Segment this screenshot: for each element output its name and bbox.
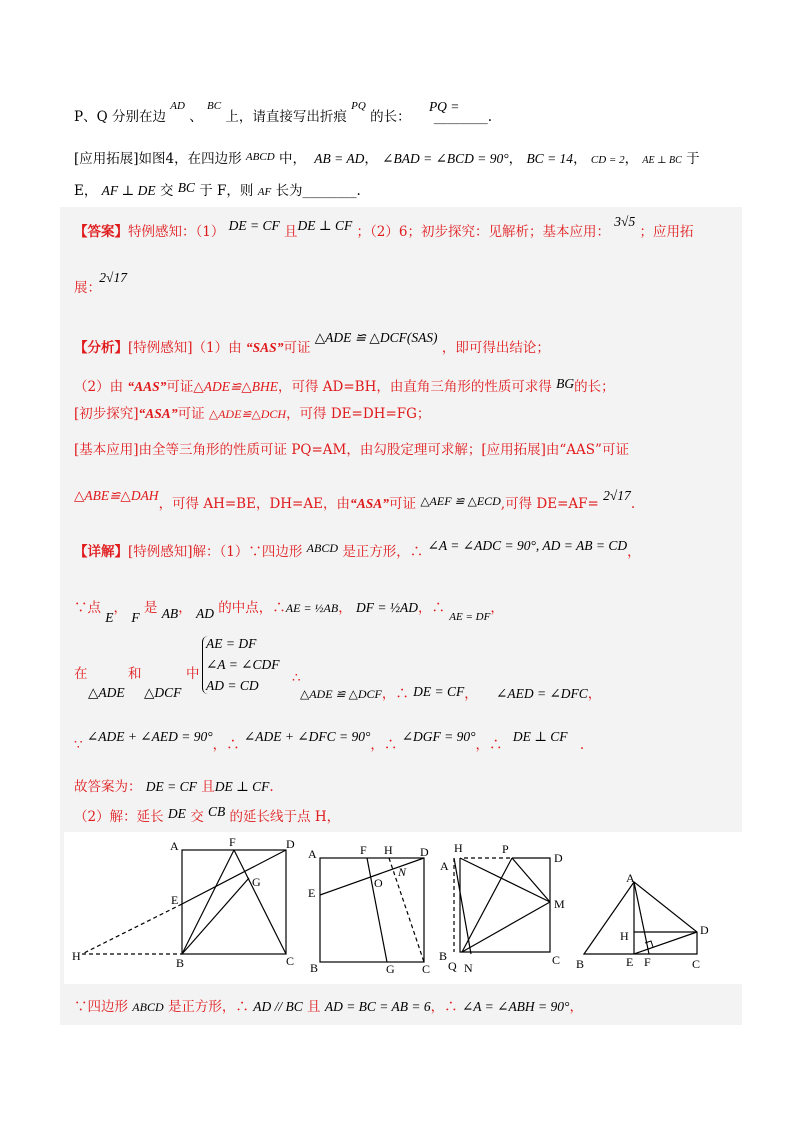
label-m: M xyxy=(554,897,565,911)
text: 且 xyxy=(307,999,321,1015)
text: ；（2）6；初步探究：见解析；基本应用： xyxy=(356,224,610,240)
math: AE = DF xyxy=(206,636,257,651)
text: 中 xyxy=(186,666,200,682)
text: 的长： xyxy=(370,109,411,125)
label-h: H xyxy=(620,929,629,943)
text: 于 F，则 xyxy=(199,183,254,199)
detail-line-5 xyxy=(74,777,274,797)
math-bc: BC xyxy=(207,100,222,112)
text: ，∴ xyxy=(430,999,458,1015)
text: 可证 xyxy=(177,406,205,422)
math: DE = CF xyxy=(228,218,280,233)
detail-line-7 xyxy=(74,997,583,1017)
math: DE = CF xyxy=(413,684,465,699)
label-d: D xyxy=(700,923,709,937)
text: [初步探究] xyxy=(74,406,139,422)
text: P、Q 分别在边 xyxy=(74,109,166,125)
detail-zai xyxy=(74,664,88,684)
detail-tri2 xyxy=(144,683,181,703)
text: ，即可得出结论； xyxy=(441,340,550,356)
text: ，∴ xyxy=(212,737,240,753)
math: DE ⊥ CF xyxy=(297,218,353,233)
text: . xyxy=(269,779,274,795)
analysis-line-1 xyxy=(74,330,550,358)
math: AF xyxy=(257,186,272,198)
text: 上，请直接写出折痕 xyxy=(225,109,347,125)
label-c: C xyxy=(692,957,701,971)
text: 交 xyxy=(190,809,204,825)
math: “AAS” xyxy=(127,379,167,394)
math: F xyxy=(131,610,140,625)
label-d: D xyxy=(554,851,563,865)
text: 交 xyxy=(159,183,174,199)
text: 的延长线于点 H， xyxy=(229,809,341,825)
detail-line-2: ∵点 E， F 是 AB， AD 的中点，∴AE = ½AB， DF = ½AD，∴ $_{AE = DF}$， xyxy=(74,600,504,625)
math: “ASA” xyxy=(349,496,390,511)
system-row-3 xyxy=(206,676,259,696)
math: AE = ½AB xyxy=(285,601,339,615)
text: ，可得 DE=DH=FG； xyxy=(286,406,431,422)
problem-line-3 xyxy=(74,181,361,202)
label-a: A xyxy=(170,839,179,853)
text: 特例感知：（1） xyxy=(128,224,225,240)
label-b: B xyxy=(576,957,585,971)
label-e: E xyxy=(308,886,316,900)
math: E xyxy=(105,610,114,625)
math: AB = AD xyxy=(314,151,365,166)
math-ad: AD xyxy=(170,100,185,112)
math: AD = CD xyxy=(206,678,259,693)
math: DE ⊥ CF xyxy=(214,779,270,794)
text: 和 xyxy=(128,666,142,682)
text: ， xyxy=(627,544,641,560)
label-a: A xyxy=(440,859,449,873)
figures-strip xyxy=(64,832,744,984)
text: [特例感知]（1）由 xyxy=(128,340,242,356)
detail-line-1 xyxy=(74,538,641,562)
figures-bg xyxy=(64,832,744,984)
label-e: E xyxy=(626,955,634,969)
text: [应用拓展]如图4，在四边形 xyxy=(74,151,242,167)
text: 于 xyxy=(686,151,700,167)
math: ∠ADE + ∠DFC = 90° xyxy=(243,729,371,744)
math: ABCD xyxy=(132,1000,164,1014)
math: AE = DF xyxy=(449,611,491,623)
detail-line-4 xyxy=(74,729,585,755)
math: 2√17 xyxy=(99,270,127,285)
analysis-line-4 xyxy=(74,440,629,460)
label-h: H xyxy=(454,841,463,855)
math: ∠AED = ∠DFC xyxy=(496,686,588,701)
label-g: G xyxy=(252,875,261,889)
math: CB xyxy=(207,804,226,819)
math: DE ⊥ CF xyxy=(512,729,568,744)
answer-line-2 xyxy=(74,270,133,298)
text: ∵ xyxy=(74,737,83,753)
text: . xyxy=(579,737,585,753)
analysis-line-2 xyxy=(74,377,615,397)
math: ∠A = ∠ADC = 90°, AD = AB = CD xyxy=(427,538,628,553)
text: 、 xyxy=(189,109,203,125)
analysis-line-3 xyxy=(74,404,430,424)
analysis-tag: 【分析】 xyxy=(74,340,128,356)
math: ∠A = ∠ABH = 90° xyxy=(461,999,570,1014)
text: 的长； xyxy=(574,379,615,395)
math: ∠ADE + ∠AED = 90° xyxy=(86,729,213,744)
text: 中， xyxy=(278,151,306,167)
math: △ABE≌△DAH xyxy=(74,488,159,503)
math: BG xyxy=(556,376,575,391)
label-c: C xyxy=(422,962,431,976)
label-d: D xyxy=(420,845,429,859)
math: △ADE≌△DCH xyxy=(208,407,287,421)
math: ∠BAD = ∠BCD = 90° xyxy=(382,151,509,166)
text: 且 xyxy=(201,779,215,795)
label-b: B xyxy=(176,956,185,970)
label-g: G xyxy=(386,962,395,976)
text: 展： xyxy=(74,280,101,296)
math: ∠DGF = 90° xyxy=(401,729,476,744)
text: （2）解：延长 xyxy=(74,809,164,825)
label-c: C xyxy=(552,953,561,967)
text: ， xyxy=(569,999,583,1015)
label-h: H xyxy=(384,843,393,857)
label-f: F xyxy=(360,843,367,857)
text: ；应用拓 xyxy=(639,224,694,240)
system-row-2 xyxy=(206,655,280,675)
problem-line-1 xyxy=(74,99,493,128)
text: （2）由 xyxy=(74,379,124,395)
math: “SAS” xyxy=(245,340,284,355)
math: CD = 2 xyxy=(590,154,625,166)
math: DE = CF xyxy=(145,779,197,794)
text: 可证 xyxy=(166,379,194,395)
math: △AEF ≌ △ECD xyxy=(420,494,501,508)
text: 可证 xyxy=(283,340,311,356)
math: △ADE ≌ △DCF(SAS) xyxy=(314,330,438,345)
detail-tri1 xyxy=(88,683,125,703)
label-q: Q xyxy=(448,959,457,973)
label-c: C xyxy=(286,954,295,968)
math-pq-eq: PQ = xyxy=(428,99,460,114)
math: 3√5 xyxy=(614,214,636,229)
text: . xyxy=(630,496,636,512)
label-p: P xyxy=(502,842,509,856)
text: ，∴ xyxy=(475,737,503,753)
text: 是 xyxy=(143,600,158,616)
math: DF = ½AD xyxy=(356,600,418,615)
math: BC xyxy=(177,180,195,195)
text: ， xyxy=(490,600,504,616)
math: △ADE ≌ △DCF xyxy=(300,687,382,701)
system-row-1 xyxy=(206,634,256,654)
text: ，可得 AD=BH，由直角三角形的性质可求得 xyxy=(277,379,552,395)
detail-he xyxy=(128,664,142,684)
text: ,可得 DE=AF= xyxy=(500,496,599,512)
label-n: N xyxy=(464,961,473,975)
math: ∠A = ∠CDF xyxy=(206,657,280,672)
label-h: H xyxy=(72,949,81,963)
text: ， xyxy=(587,686,602,702)
text: [基本应用]由全等三角形的性质可证 PQ=AM，由勾股定理可求解；[应用拓展]由“AAS”可证 xyxy=(74,442,629,458)
math-abcd: ABCD xyxy=(245,151,275,163)
analysis-line-5 xyxy=(74,488,636,514)
text: 且 xyxy=(284,224,298,240)
text: 的中点，∴ xyxy=(218,600,286,616)
text: ，∴ xyxy=(370,737,398,753)
detail-tag: 【详解】 xyxy=(74,544,128,560)
text: ，∴ xyxy=(381,686,409,702)
math: BC = 14 xyxy=(526,151,574,166)
text: ∴ xyxy=(292,670,301,686)
text: ， xyxy=(178,600,192,616)
text: 可证 xyxy=(389,496,417,512)
math: 2√17 xyxy=(603,488,631,503)
text: E， xyxy=(74,183,98,199)
text: ，可得 AH=BE，DH=AE，由 xyxy=(158,496,350,512)
answer-tag: 【答案】 xyxy=(74,224,128,240)
text: 是正方形，∴ xyxy=(167,999,249,1015)
detail-line-6 xyxy=(74,804,341,827)
math: AE ⊥ BC xyxy=(642,155,682,166)
label-d: D xyxy=(286,837,295,851)
label-a: A xyxy=(308,847,317,861)
text: ，∴ xyxy=(417,600,445,616)
label-a: A xyxy=(626,871,635,885)
text: [特例感知]解：（1）∵四边形 xyxy=(128,544,303,560)
label-b: B xyxy=(439,949,448,963)
math: “ASA” xyxy=(138,406,178,421)
math: △ADE xyxy=(88,685,125,700)
math: AD = BC = AB = 6 xyxy=(324,999,431,1014)
math: AB xyxy=(161,606,179,621)
text: 在 xyxy=(74,666,88,682)
text: ∵点 xyxy=(74,600,101,616)
label-n: N xyxy=(398,865,407,879)
math: △ADE≌△BHE xyxy=(193,379,278,394)
detail-line-3-math xyxy=(300,684,601,704)
math: △DCF xyxy=(144,685,182,700)
math: DE xyxy=(167,806,186,821)
label-o: O xyxy=(374,876,383,890)
detail-zhong xyxy=(186,664,200,684)
answer-blank: ________. xyxy=(433,109,493,125)
math-pq: PQ xyxy=(351,100,366,112)
label-f: F xyxy=(644,955,651,969)
text: 是正方形，∴ xyxy=(342,544,424,560)
problem-line-2: [应用拓展]如图4，在四边形 $^{ABCD}$ 中， AB = AD， ∠BAD = ∠BCD = 90°， BC = 14， CD = 2， AE ⊥ BC 于 xyxy=(74,151,700,167)
math: AD xyxy=(195,606,214,621)
text: ， xyxy=(464,686,478,702)
text: 故答案为： xyxy=(74,779,142,795)
label-e: E xyxy=(171,893,179,907)
answer-line-1 xyxy=(74,214,694,242)
text: 长为________. xyxy=(275,183,361,199)
math: ABCD xyxy=(306,541,339,555)
text: ∵四边形 xyxy=(74,999,128,1015)
label-f: F xyxy=(229,835,236,849)
label-b: B xyxy=(310,961,319,975)
math: AD // BC xyxy=(253,999,303,1014)
text: ， xyxy=(113,600,128,616)
math: AF ⊥ DE xyxy=(101,183,156,198)
